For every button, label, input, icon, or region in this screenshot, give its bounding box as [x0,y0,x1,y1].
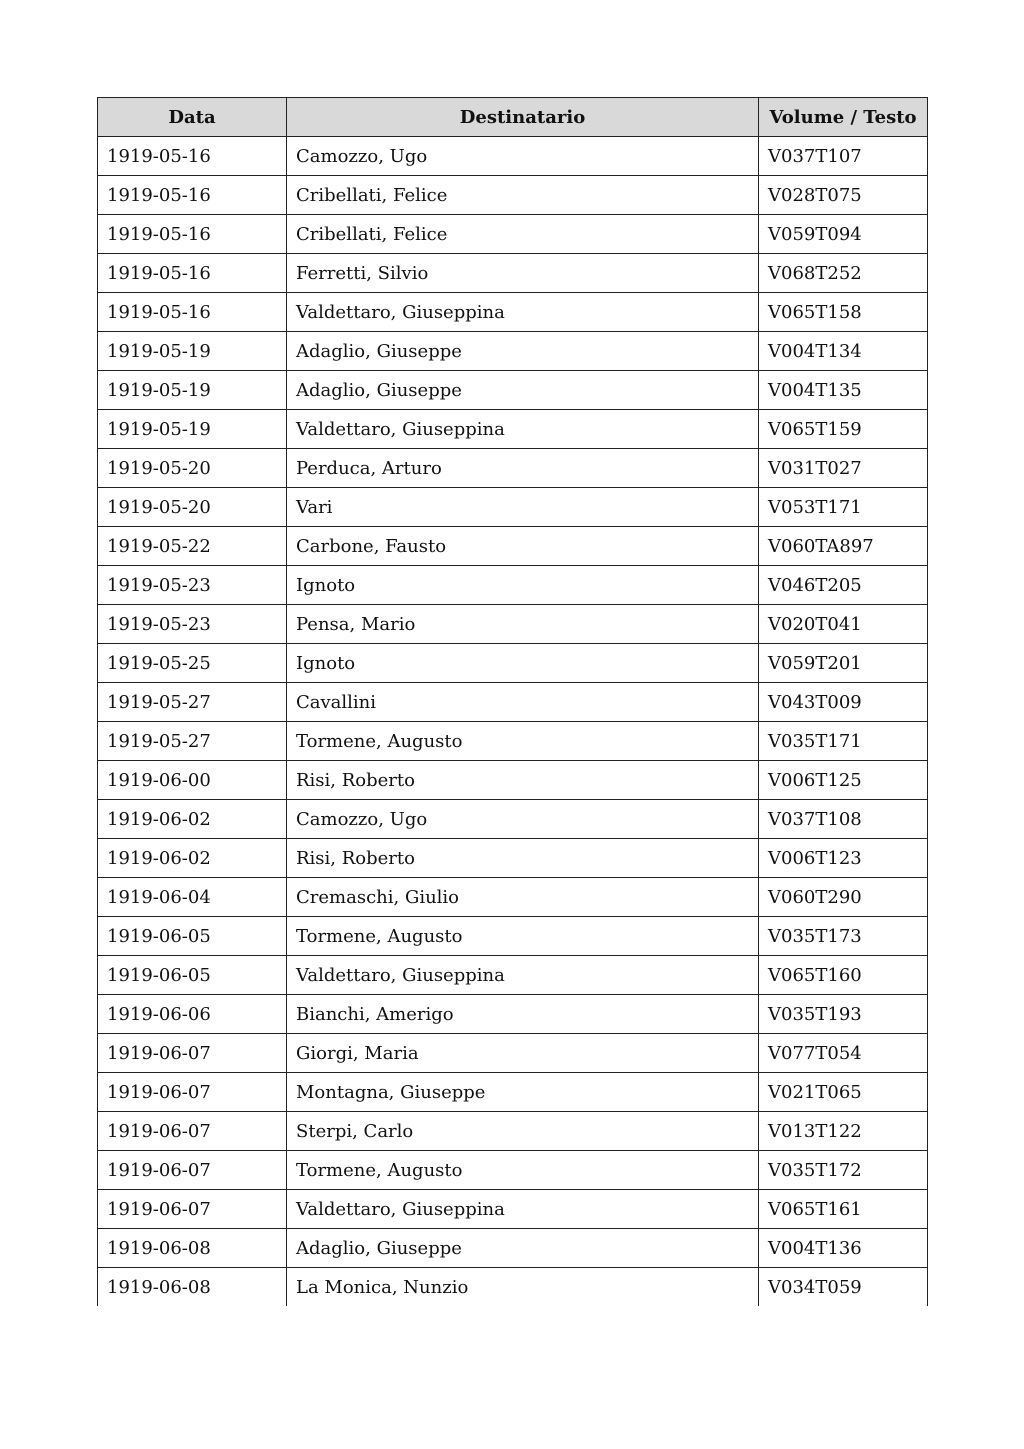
cell-volume-testo: V059T094 [759,215,928,254]
cell-volume-testo: V034T059 [759,1268,928,1307]
cell-date: 1919-05-16 [98,215,287,254]
table-row [98,800,928,839]
table-row [98,371,928,410]
cell-volume-testo: V037T108 [759,800,928,839]
header-volume-testo: Volume / Testo [759,98,928,137]
table-row [98,1151,928,1190]
cell-destinatario: Valdettaro, Giuseppina [287,293,759,332]
cell-date: 1919-06-08 [98,1268,287,1307]
cell-destinatario: Ignoto [287,644,759,683]
table-row [98,488,928,527]
cell-destinatario: Valdettaro, Giuseppina [287,410,759,449]
table-row [98,410,928,449]
cell-date: 1919-05-20 [98,488,287,527]
table-row [98,1190,928,1229]
table-row [98,1268,928,1307]
cell-volume-testo: V037T107 [759,137,928,176]
cell-volume-testo: V046T205 [759,566,928,605]
cell-volume-testo: V004T134 [759,332,928,371]
table-row [98,878,928,917]
cell-date: 1919-06-04 [98,878,287,917]
cell-volume-testo: V065T161 [759,1190,928,1229]
cell-destinatario: Tormene, Augusto [287,917,759,956]
cell-date: 1919-06-05 [98,917,287,956]
cell-destinatario: Bianchi, Amerigo [287,995,759,1034]
cell-date: 1919-05-16 [98,176,287,215]
cell-volume-testo: V004T135 [759,371,928,410]
table-row [98,176,928,215]
cell-date: 1919-06-02 [98,839,287,878]
cell-date: 1919-05-23 [98,605,287,644]
table-row [98,137,928,176]
header-row [98,98,928,137]
cell-date: 1919-05-25 [98,644,287,683]
table-row [98,254,928,293]
cell-date: 1919-05-16 [98,137,287,176]
cell-date: 1919-05-22 [98,527,287,566]
cell-destinatario: Cremaschi, Giulio [287,878,759,917]
table-row [98,215,928,254]
cell-destinatario: Adaglio, Giuseppe [287,1229,759,1268]
cell-date: 1919-05-27 [98,683,287,722]
cell-date: 1919-06-08 [98,1229,287,1268]
table-row [98,293,928,332]
table-row [98,761,928,800]
cell-destinatario: Valdettaro, Giuseppina [287,956,759,995]
cell-volume-testo: V065T159 [759,410,928,449]
table-row [98,527,928,566]
cell-volume-testo: V053T171 [759,488,928,527]
cell-date: 1919-05-20 [98,449,287,488]
cell-date: 1919-05-23 [98,566,287,605]
table-row [98,995,928,1034]
table-row [98,332,928,371]
cell-date: 1919-06-07 [98,1112,287,1151]
table-row [98,683,928,722]
cell-volume-testo: V006T125 [759,761,928,800]
cell-volume-testo: V006T123 [759,839,928,878]
cell-destinatario: Risi, Roberto [287,761,759,800]
table-row [98,605,928,644]
cell-volume-testo: V060TA897 [759,527,928,566]
table-row [98,1229,928,1268]
cell-date: 1919-06-07 [98,1073,287,1112]
cell-destinatario: La Monica, Nunzio [287,1268,759,1307]
table-row [98,1034,928,1073]
cell-date: 1919-05-19 [98,410,287,449]
cell-destinatario: Carbone, Fausto [287,527,759,566]
table-body [98,137,928,1307]
cell-destinatario: Ignoto [287,566,759,605]
cell-destinatario: Perduca, Arturo [287,449,759,488]
cell-volume-testo: V077T054 [759,1034,928,1073]
cell-destinatario: Valdettaro, Giuseppina [287,1190,759,1229]
cell-volume-testo: V013T122 [759,1112,928,1151]
header-destinatario: Destinatario [287,98,759,137]
cell-destinatario: Tormene, Augusto [287,722,759,761]
table-row [98,1073,928,1112]
table-row [98,839,928,878]
cell-date: 1919-05-16 [98,254,287,293]
table-header [98,98,928,137]
cell-destinatario: Tormene, Augusto [287,1151,759,1190]
table-row [98,449,928,488]
cell-destinatario: Montagna, Giuseppe [287,1073,759,1112]
cell-date: 1919-05-16 [98,293,287,332]
table-row [98,956,928,995]
cell-volume-testo: V059T201 [759,644,928,683]
cell-volume-testo: V065T158 [759,293,928,332]
cell-volume-testo: V004T136 [759,1229,928,1268]
cell-destinatario: Adaglio, Giuseppe [287,371,759,410]
cell-volume-testo: V035T172 [759,1151,928,1190]
letters-table [97,97,928,1306]
cell-date: 1919-06-05 [98,956,287,995]
table-row [98,644,928,683]
cell-date: 1919-06-06 [98,995,287,1034]
cell-destinatario: Sterpi, Carlo [287,1112,759,1151]
table-row [98,1112,928,1151]
table-row [98,722,928,761]
cell-destinatario: Cribellati, Felice [287,176,759,215]
cell-destinatario: Adaglio, Giuseppe [287,332,759,371]
cell-date: 1919-05-27 [98,722,287,761]
cell-volume-testo: V068T252 [759,254,928,293]
cell-date: 1919-06-07 [98,1034,287,1073]
cell-volume-testo: V035T171 [759,722,928,761]
cell-volume-testo: V035T173 [759,917,928,956]
table-row [98,917,928,956]
cell-destinatario: Ferretti, Silvio [287,254,759,293]
cell-volume-testo: V035T193 [759,995,928,1034]
cell-volume-testo: V028T075 [759,176,928,215]
header-date: Data [98,98,287,137]
cell-destinatario: Pensa, Mario [287,605,759,644]
cell-volume-testo: V021T065 [759,1073,928,1112]
cell-date: 1919-06-07 [98,1190,287,1229]
cell-destinatario: Risi, Roberto [287,839,759,878]
cell-date: 1919-06-07 [98,1151,287,1190]
cell-date: 1919-05-19 [98,332,287,371]
cell-destinatario: Cribellati, Felice [287,215,759,254]
cell-date: 1919-06-00 [98,761,287,800]
cell-destinatario: Camozzo, Ugo [287,800,759,839]
cell-volume-testo: V031T027 [759,449,928,488]
cell-date: 1919-05-19 [98,371,287,410]
cell-destinatario: Giorgi, Maria [287,1034,759,1073]
table-row [98,566,928,605]
cell-destinatario: Cavallini [287,683,759,722]
cell-volume-testo: V065T160 [759,956,928,995]
cell-date: 1919-06-02 [98,800,287,839]
cell-volume-testo: V043T009 [759,683,928,722]
cell-volume-testo: V020T041 [759,605,928,644]
cell-volume-testo: V060T290 [759,878,928,917]
cell-destinatario: Camozzo, Ugo [287,137,759,176]
cell-destinatario: Vari [287,488,759,527]
